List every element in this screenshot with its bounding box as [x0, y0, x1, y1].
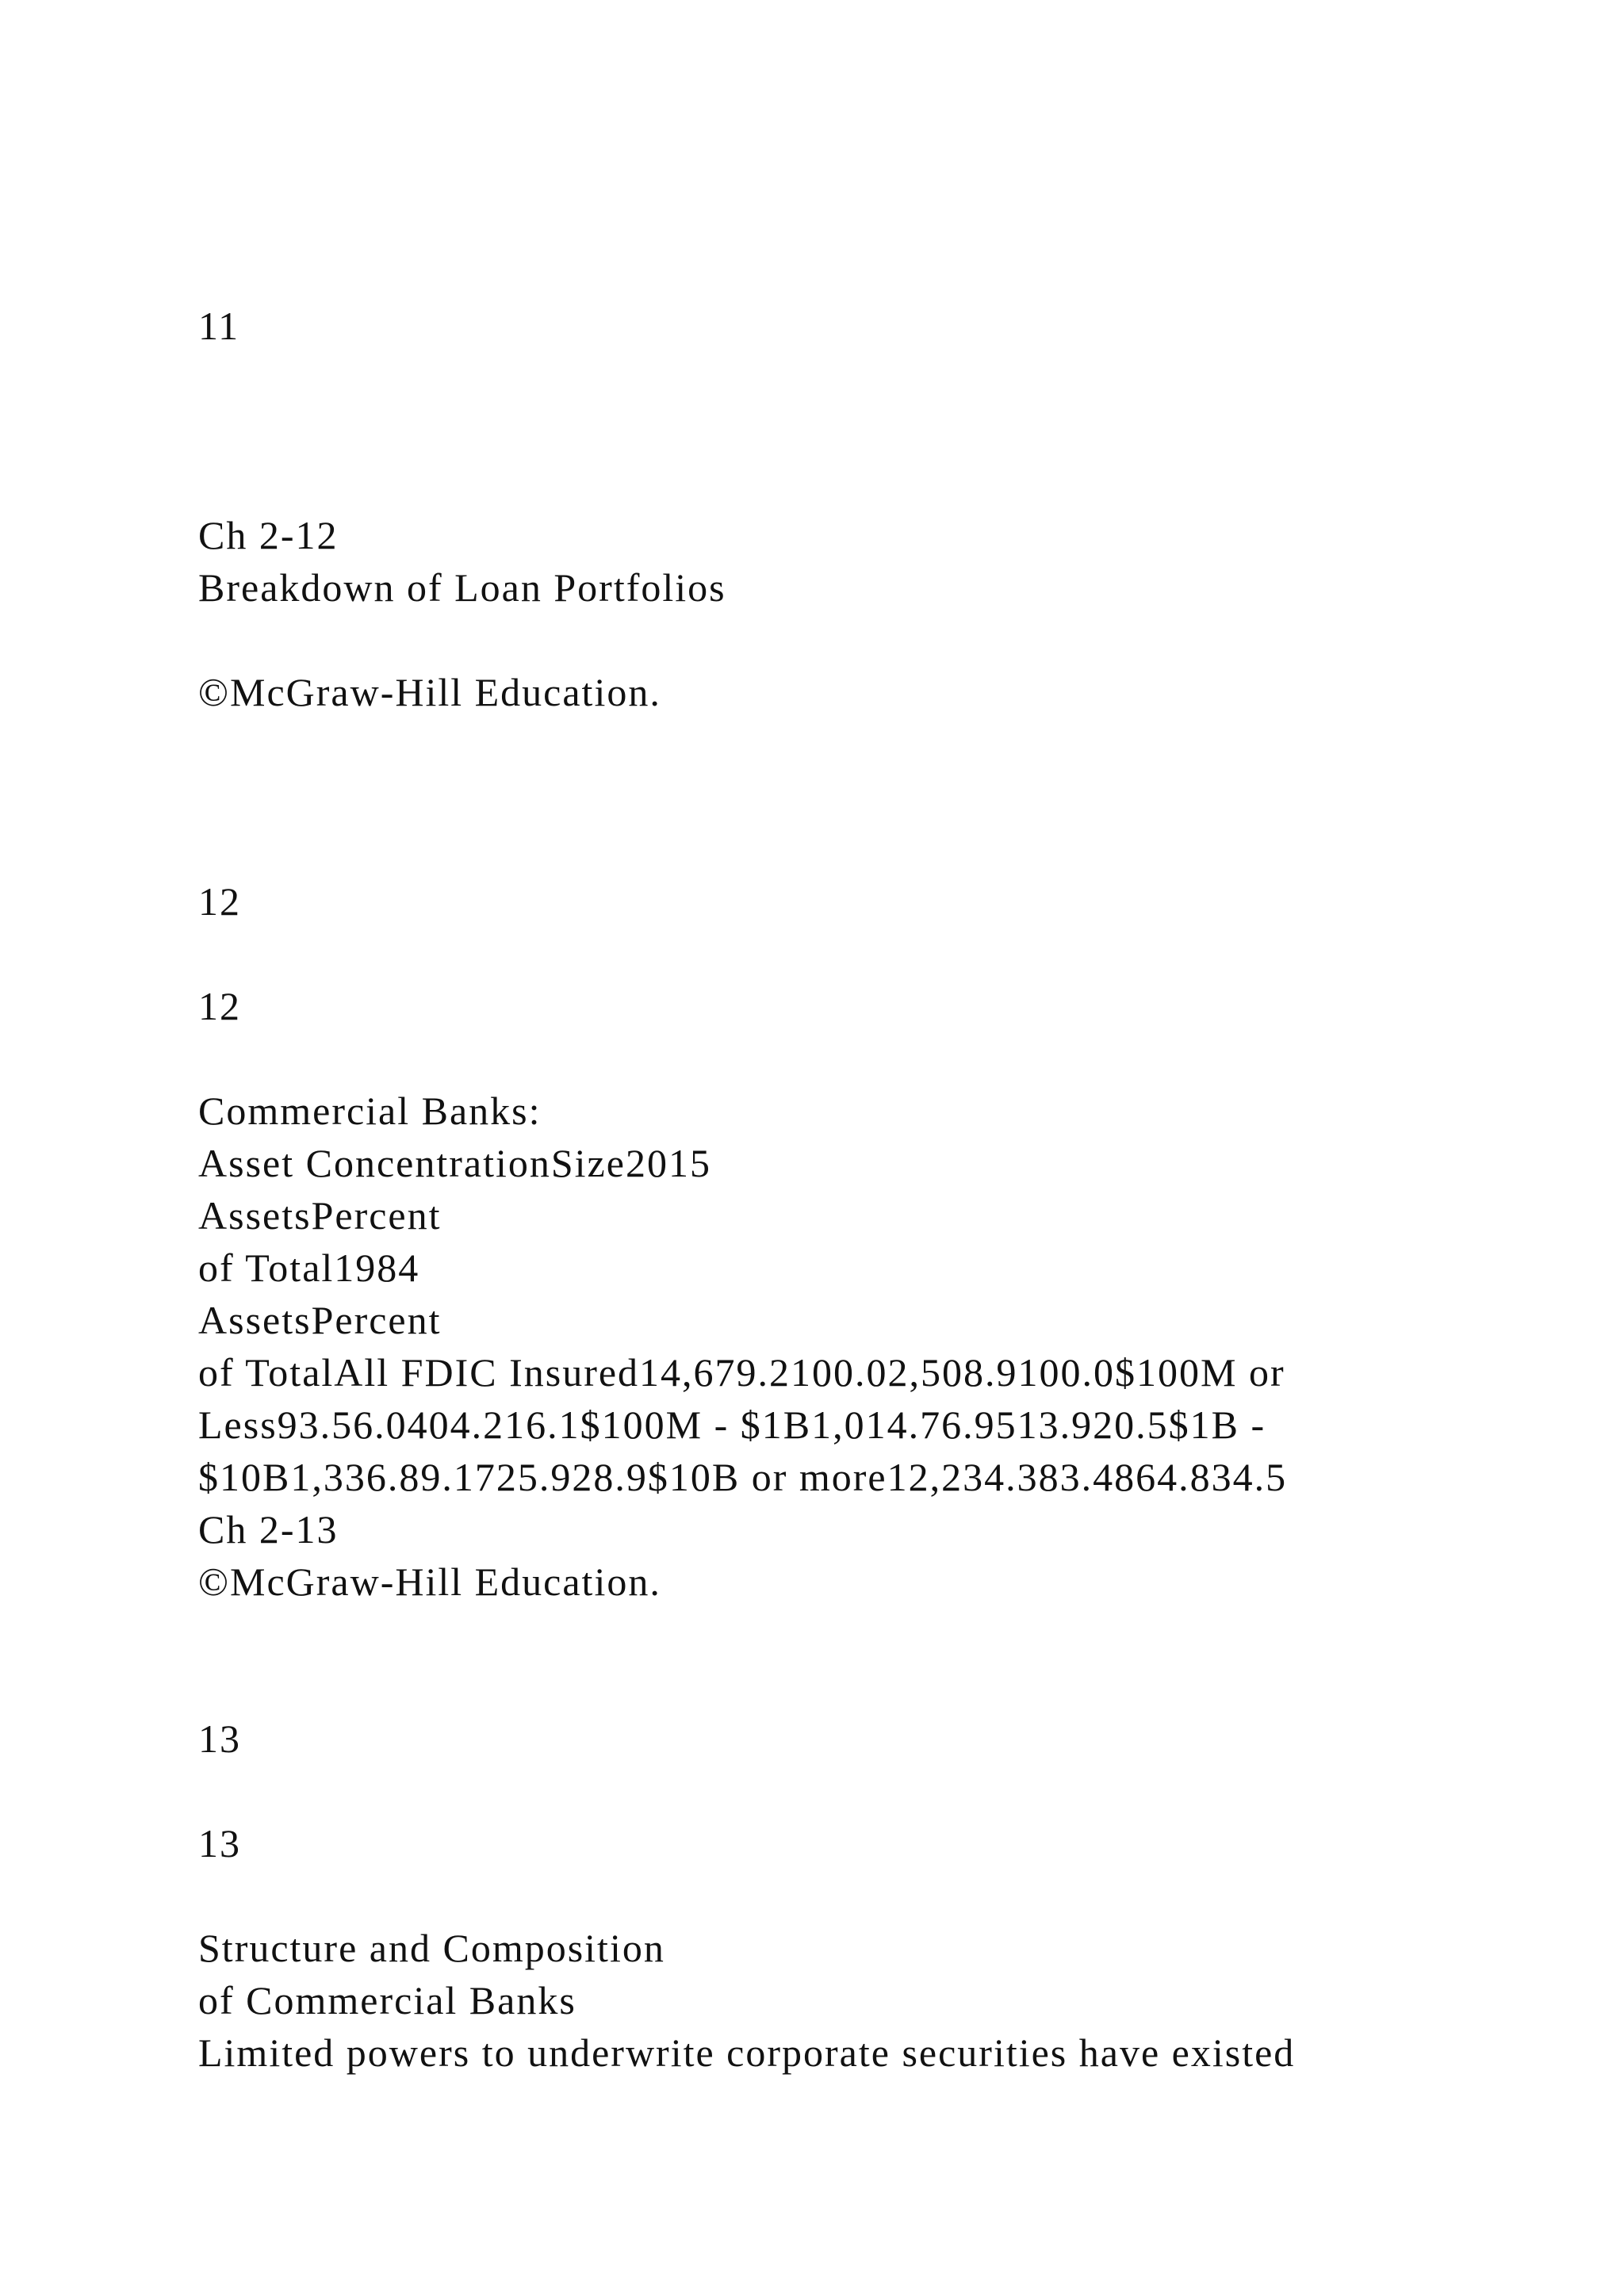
section-heading-structure-cont: of Commercial Banks — [198, 1978, 576, 2022]
copyright-line: ©McGraw-Hill Education. — [198, 1559, 661, 1604]
table-text-line: of Total1984 — [198, 1246, 420, 1290]
table-text-line: AssetsPercent — [198, 1193, 442, 1238]
table-text-line: $10B1,336.89.1725.928.9$10B or more12,234.383.4864.834.5 — [198, 1455, 1288, 1499]
page-number-12: 12 — [198, 879, 241, 924]
slide-label-ch-2-13: Ch 2-13 — [198, 1507, 339, 1552]
slide-label-ch-2-12: Ch 2-12 — [198, 513, 339, 557]
body-text-line: Limited powers to underwrite corporate securities have existed — [198, 2030, 1296, 2075]
table-text-line: AssetsPercent — [198, 1298, 442, 1342]
section-heading-structure: Structure and Composition — [198, 1926, 665, 1970]
table-text-line: Less93.56.0404.216.1$100M - $1B1,014.76.9513.920.5$1B - — [198, 1402, 1266, 1447]
table-text-line: of TotalAll FDIC Insured14,679.2100.02,508.9100.0$100M or — [198, 1350, 1285, 1395]
section-heading-commercial-banks: Commercial Banks: — [198, 1089, 542, 1133]
copyright-line: ©McGraw-Hill Education. — [198, 670, 661, 714]
slide-title-loan-portfolios: Breakdown of Loan Portfolios — [198, 565, 726, 610]
page-number-11: 11 — [198, 304, 240, 348]
table-text-line: Asset ConcentrationSize2015 — [198, 1141, 711, 1185]
page-number-12-repeat: 12 — [198, 984, 241, 1028]
page-number-13: 13 — [198, 1716, 241, 1761]
page-number-13-repeat: 13 — [198, 1821, 241, 1866]
